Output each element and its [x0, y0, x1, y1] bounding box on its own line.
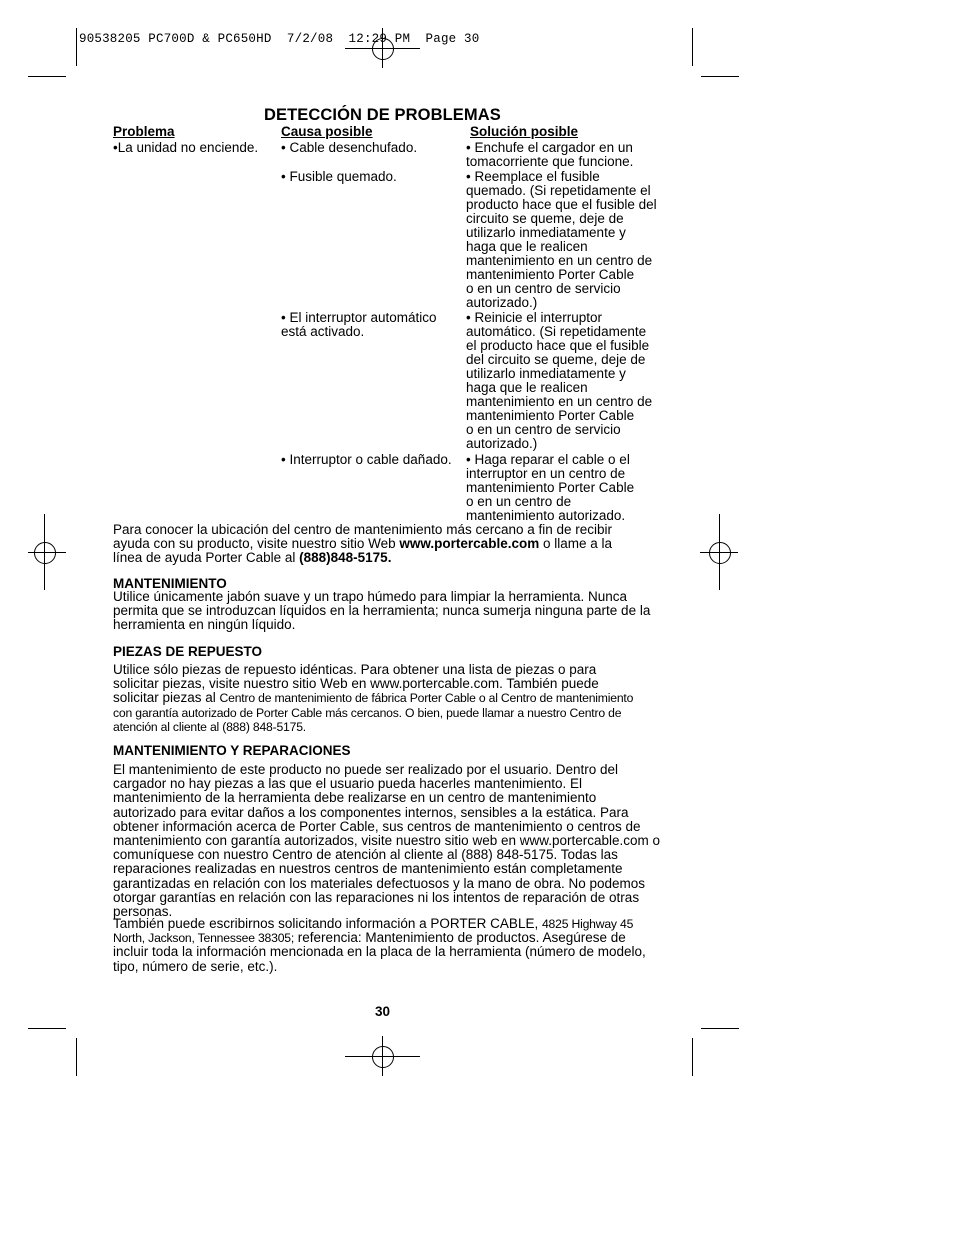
solution-cell: • Haga reparar el cable o el interruptor en un centro de mantenimiento Porter Cable o en un centro de mantenimiento autorizado. — [466, 452, 635, 523]
cause-cell: • Fusible quemado. — [281, 169, 397, 184]
repairs-paragraph: El mantenimiento de este producto no puede ser realizado por el usuario. Dentro del cargador no hay piezas a las que el usuario pueda hacerles mantenimiento. El mantenimiento de la herramienta debe realizarse en un centro de mantenimiento autorizado para evitar daños a los componentes internos, sensibles a la estática. Para obtener información acerca de Porter Cable, sus centros de mantenimiento o centros de mantenimiento con garantía autorizados, visite nuestro sitio web en www.portercable.com o comuníquese con nuestro Centro de atención al cliente al (888) 848-5175. Todas las reparaciones realizadas en nuestros centros de mantenimiento están completamente garantizadas en relación con los materiales defectuosos y la mano de obra. No podemos otorgar garantías en relación con las reparaciones ni los intentos de reparación de otras personas. — [113, 762, 661, 920]
page-title: DETECCIÓN DE PROBLEMAS — [264, 106, 501, 124]
problem-cell: •La unidad no enciende. — [113, 140, 259, 155]
page-number: 30 — [375, 1004, 391, 1019]
solution-cell: • Reemplace el fusible quemado. (Si repetidamente el producto hace que el fusible del circuito se queme, deje de utilizarlo inmediatamente y haga que le realicen mantenimiento en un centro de mantenimiento Porter Cable o en un centro de servicio autorizado.) — [466, 169, 657, 310]
helpline-phone: (888)848-5175. — [299, 550, 392, 566]
section-heading-maintenance: MANTENIMIENTO — [113, 576, 227, 591]
section-heading-replacement-parts: PIEZAS DE REPUESTO — [113, 644, 263, 659]
column-header-problem: Problema — [113, 124, 175, 139]
maintenance-paragraph: Utilice únicamente jabón suave y un trapo húmedo para limpiar la herramienta. Nunca permita que se introduzcan líquidos en la herramienta; nunca sumerja ninguna parte de la herramienta en ningún líquido. — [113, 589, 651, 633]
column-header-cause: Causa posible — [281, 124, 373, 139]
solution-cell: • Enchufe el cargador en un tomacorriente que funcione. — [466, 140, 634, 169]
replacement-parts-paragraph: Utilice sólo piezas de repuesto idénticas. Para obtener una lista de piezas o para solicitar piezas, visite nuestro sitio Web en www.portercable.com. También puede solicitar piezas al Centro de mantenimiento de fábrica Porter Cable o al Centro de mantenimiento con garantía autorizado de Porter Cable más cercanos. O bien, puede llamar a nuestro Centro de atención al cliente al (888) 848-5175. — [113, 662, 634, 734]
cause-cell: • Interruptor o cable dañado. — [281, 452, 452, 467]
cause-cell: • Cable desenchufado. — [281, 140, 418, 155]
website-link[interactable]: www.portercable.com — [399, 536, 540, 552]
solution-cell: • Reinicie el interruptor automático. (Si repetidamente el producto hace que el fusible del circuito se queme, deje de utilizarlo inmediatamente y haga que le realicen mantenimiento en un centro de mantenimiento Porter Cable o en un centro de servicio autorizado.) — [466, 310, 653, 451]
column-header-solution: Solución posible — [470, 124, 579, 139]
section-heading-repairs: MANTENIMIENTO Y REPARACIONES — [113, 743, 351, 758]
service-center-paragraph: Para conocer la ubicación del centro de mantenimiento más cercano a fin de recibir ayuda con su producto, visite nuestro sitio Web www.portercable.com o llame a la línea de ayuda Porter Cable al (888)848-5175. — [113, 522, 613, 566]
contact-paragraph: También puede escribirnos solicitando información a PORTER CABLE, 4825 Highway 45 North, Jackson, Tennessee 38305; referencia: Mantenimiento de productos. Asegúrese de incluir toda la información mencionada en la placa de la herramienta (número de modelo, tipo, número de serie, etc.). — [113, 916, 646, 974]
cause-cell: • El interruptor automático está activado. — [281, 310, 437, 339]
print-slug: 90538205 PC700D & PC650HD 7/2/08 12:29 PM Page 30 — [79, 32, 480, 46]
